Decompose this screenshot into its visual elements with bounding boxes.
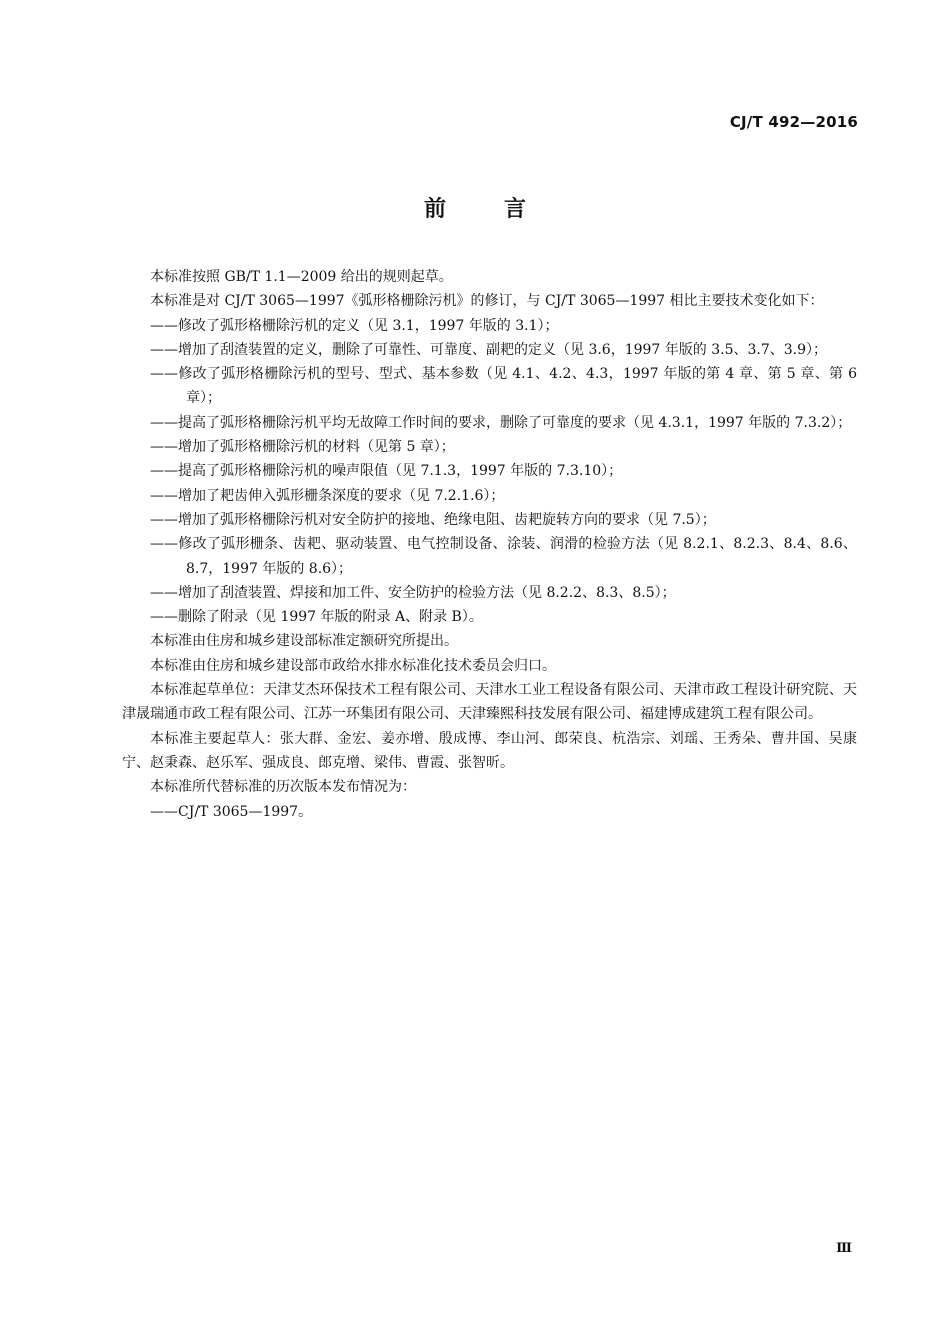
change-item: ——增加了刮渣装置的定义，删除了可靠性、可靠度、副耙的定义（见 3.6，1997 年版的 3.5、3.7、3.9）； xyxy=(150,341,828,358)
change-item: ——增加了耙齿伸入弧形栅条深度的要求（见 7.2.1.6）； xyxy=(150,487,505,504)
standard-code: CJ/T 492—2016 xyxy=(729,113,858,131)
page-number: Ⅲ xyxy=(836,1241,852,1256)
change-item: ——增加了弧形格栅除污机对安全防护的接地、绝缘电阻、齿耙旋转方向的要求（见 7.5）； xyxy=(150,511,716,528)
paragraph-drafters: 本标准主要起草人：张大群、金宏、姜亦增、殷成博、李山河、郎荣良、杭浩宗、刘瑶、王秀朵、曹井国、吴康宁、赵秉森、赵乐军、强成良、郎克增、梁伟、曹霞、张智昕。 xyxy=(122,730,857,771)
change-item: ——增加了刮渣装置、焊接和加工件、安全防护的检验方法（见 8.2.2、8.3、8.5）； xyxy=(150,584,676,601)
paragraph-committee: 本标准由住房和城乡建设部市政给水排水标准化技术委员会归口。 xyxy=(150,657,556,674)
history-item: ——CJ/T 3065—1997。 xyxy=(150,803,313,820)
page-title xyxy=(0,192,950,223)
paragraph-drafting-units: 本标准起草单位：天津艾杰环保技术工程有限公司、天津水工业工程设备有限公司、天津市政工程设计研究院、天津晟瑞通市政工程有限公司、江苏一环集团有限公司、天津臻熙科技发展有限公司、福建博成建筑工程有限公司。 xyxy=(122,682,857,723)
paragraph-revision-summary: 本标准是对 CJ/T 3065—1997《弧形格栅除污机》的修订，与 CJ/T 3065—1997 相比主要技术变化如下： xyxy=(150,293,824,310)
change-item: ——修改了弧形格栅除污机的定义（见 3.1，1997 年版的 3.1）； xyxy=(150,317,559,334)
change-item: ——增加了弧形格栅除污机的材料（见第 5 章）； xyxy=(150,439,455,456)
change-item: ——提高了弧形格栅除污机平均无故障工作时间的要求，删除了可靠度的要求（见 4.3.1，1997 年版的 7.3.2）； xyxy=(150,414,852,431)
title-char-1: 前 xyxy=(423,197,446,222)
paragraph-history-intro: 本标准所代替标准的历次版本发布情况为： xyxy=(150,779,416,796)
change-item: ——提高了弧形格栅除污机的噪声限值（见 7.1.3，1997 年版的 7.3.10）； xyxy=(150,463,623,480)
change-item: ——修改了弧形栅条、齿耙、驱动装置、电气控制设备、涂装、润滑的检验方法（见 8.2.1、8.2.3、8.4、8.6、8.7，1997 年版的 8.6）； xyxy=(150,536,857,577)
change-item: ——删除了附录（见 1997 年版的附录 A、附录 B）。 xyxy=(150,609,483,626)
foreword-body xyxy=(122,265,857,824)
paragraph-drafting-rules: 本标准按照 GB/T 1.1—2009 给出的规则起草。 xyxy=(150,269,453,285)
paragraph-proposer: 本标准由住房和城乡建设部标准定额研究所提出。 xyxy=(150,633,458,650)
change-item: ——修改了弧形格栅除污机的型号、型式、基本参数（见 4.1、4.2、4.3，1997 年版的第 4 章、第 5 章、第 6 章）； xyxy=(150,366,857,407)
title-char-2: 言 xyxy=(504,197,527,222)
